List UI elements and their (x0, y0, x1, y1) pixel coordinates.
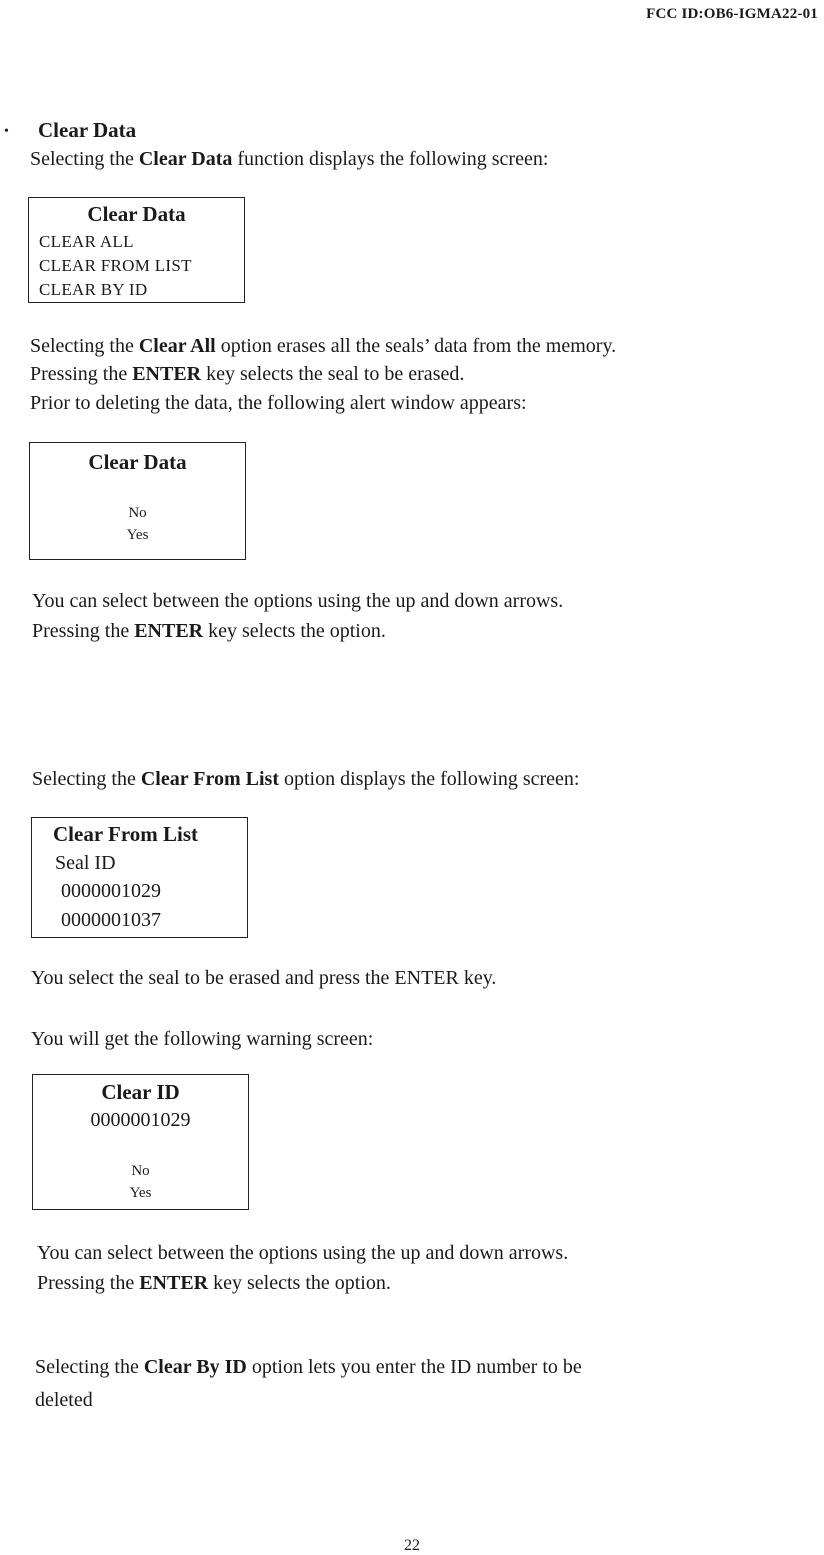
seal-id-item: 0000001037 (61, 909, 161, 931)
section-title: Clear Data (38, 118, 137, 142)
option-no: No (131, 1163, 150, 1179)
screen-title: Clear ID (101, 1080, 180, 1104)
menu-item-clear-from-list: CLEAR FROM LIST (39, 256, 192, 275)
by-id-text-line2: deleted (35, 1389, 93, 1411)
page-number: 22 (404, 1537, 420, 1554)
alert-intro-text: Prior to deleting the data, the following alert window appears: (30, 392, 527, 414)
select-options-text: You can select between the options using the up and down arrows. (37, 1242, 569, 1264)
seal-id-label: Seal ID (55, 852, 116, 874)
clear-all-enter-text: Pressing the ENTER key selects the seal to be erased. (30, 363, 465, 385)
clear-data-alert-screen (29, 442, 246, 560)
clear-id-warning-screen (32, 1074, 249, 1210)
screen-title: Clear From List (53, 822, 199, 846)
fcc-id-header: FCC ID:OB6-IGMA22-01 (646, 6, 818, 22)
by-id-text: Selecting the Clear By ID option lets you enter the ID number to be (35, 1356, 582, 1378)
clear-data-menu-screen (28, 197, 245, 303)
clear-id-value: 0000001029 (90, 1109, 191, 1131)
option-no: No (128, 505, 147, 521)
from-list-text: Selecting the Clear From List option displays the following screen: (32, 768, 580, 790)
intro-text: Selecting the Clear Data function displays the following screen: (30, 148, 549, 170)
enter-option-text: Pressing the ENTER key selects the option. (37, 1272, 391, 1294)
menu-item-clear-all: CLEAR ALL (39, 232, 134, 251)
enter-option-text: Pressing the ENTER key selects the option. (32, 620, 386, 642)
clear-from-list-screen (31, 817, 248, 938)
screen-title: Clear Data (88, 450, 187, 474)
option-yes: Yes (129, 1185, 152, 1201)
screen-title: Clear Data (87, 202, 186, 226)
clear-all-text: Selecting the Clear All option erases all the seals’ data from the memory. (30, 335, 617, 357)
option-yes: Yes (126, 527, 149, 543)
select-options-text: You can select between the options using the up and down arrows. (32, 590, 564, 612)
seal-id-item: 0000001029 (61, 880, 161, 902)
select-seal-text: You select the seal to be erased and press the ENTER key. (31, 967, 497, 989)
warning-intro-text: You will get the following warning screen: (31, 1028, 374, 1050)
menu-item-clear-by-id: CLEAR BY ID (39, 280, 148, 299)
bullet-icon: • (4, 124, 9, 139)
